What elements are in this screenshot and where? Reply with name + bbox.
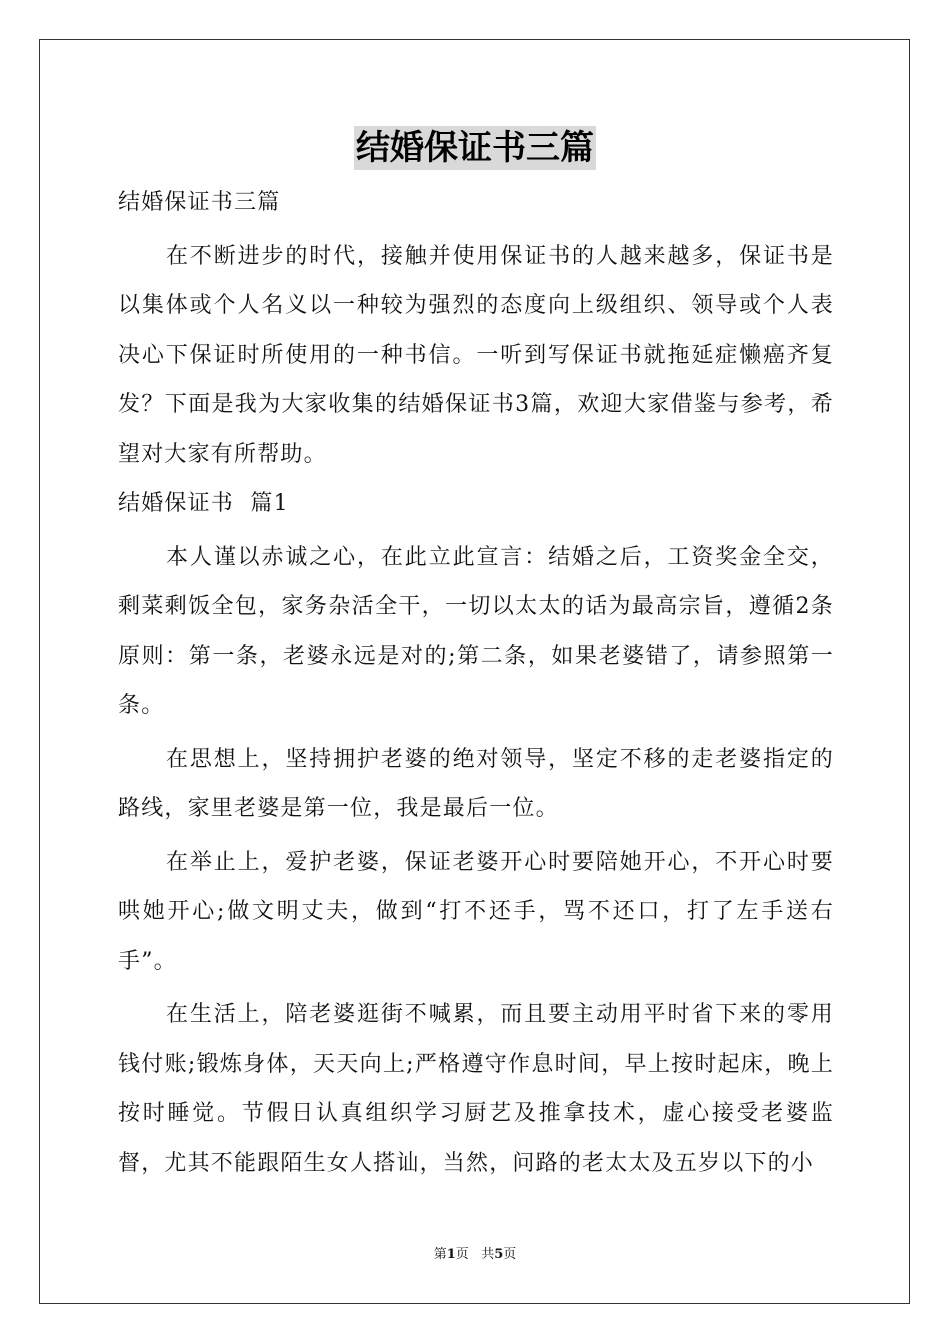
title-container <box>0 126 950 170</box>
page-number: 1 <box>446 1247 456 1262</box>
section-heading: 结婚保证书 篇1 <box>118 491 289 516</box>
body-paragraph: 本人谨以赤诚之心，在此立此宣言：结婚之后，工资奖金全交，剩菜剩饭全包，家务杂活全干，一切以太太的话为最高宗旨，遵循2条原则：第一条，老婆永远是对的;第二条，如果老婆错了，请参照第一条。 <box>118 544 834 718</box>
intro-paragraph: 在不断进步的时代，接触并使用保证书的人越来越多，保证书是以集体或个人名义以一种较为强烈的态度向上级组织、领导或个人表决心下保证时所使用的一种书信。一听到写保证书就拖延症懒癌齐复发？下面是我为大家收集的结婚保证书3篇，欢迎大家借鉴与参考，希望对大家有所帮助。 <box>118 243 834 467</box>
document-body <box>118 178 834 1188</box>
body-paragraph: 在思想上，坚持拥护老婆的绝对领导，坚定不移的走老婆指定的路线，家里老婆是第一位，我是最后一位。 <box>118 746 834 821</box>
total-pages: 5 <box>494 1247 504 1262</box>
total-suffix: 页 <box>503 1247 517 1262</box>
body-paragraph: 在举止上，爱护老婆，保证老婆开心时要陪她开心，不开心时要哄她开心;做文明丈夫，做到“打不还手，骂不还口，打了左手送右手”。 <box>118 849 834 974</box>
page-suffix: 页 <box>455 1247 469 1262</box>
document-subtitle: 结婚保证书三篇 <box>118 190 281 215</box>
page-prefix: 第 <box>433 1247 447 1262</box>
total-prefix: 共 <box>481 1247 495 1262</box>
page-footer <box>0 1246 950 1264</box>
body-paragraph: 在生活上，陪老婆逛街不喊累，而且要主动用平时省下来的零用钱付账;锻炼身体，天天向上;严格遵守作息时间，早上按时起床，晚上按时睡觉。节假日认真组织学习厨艺及推拿技术，虚心接受老婆监督，尤其不能跟陌生女人搭讪，当然，问路的老太太及五岁以下的小 <box>118 1002 834 1176</box>
document-title: 结婚保证书三篇 <box>356 128 594 168</box>
